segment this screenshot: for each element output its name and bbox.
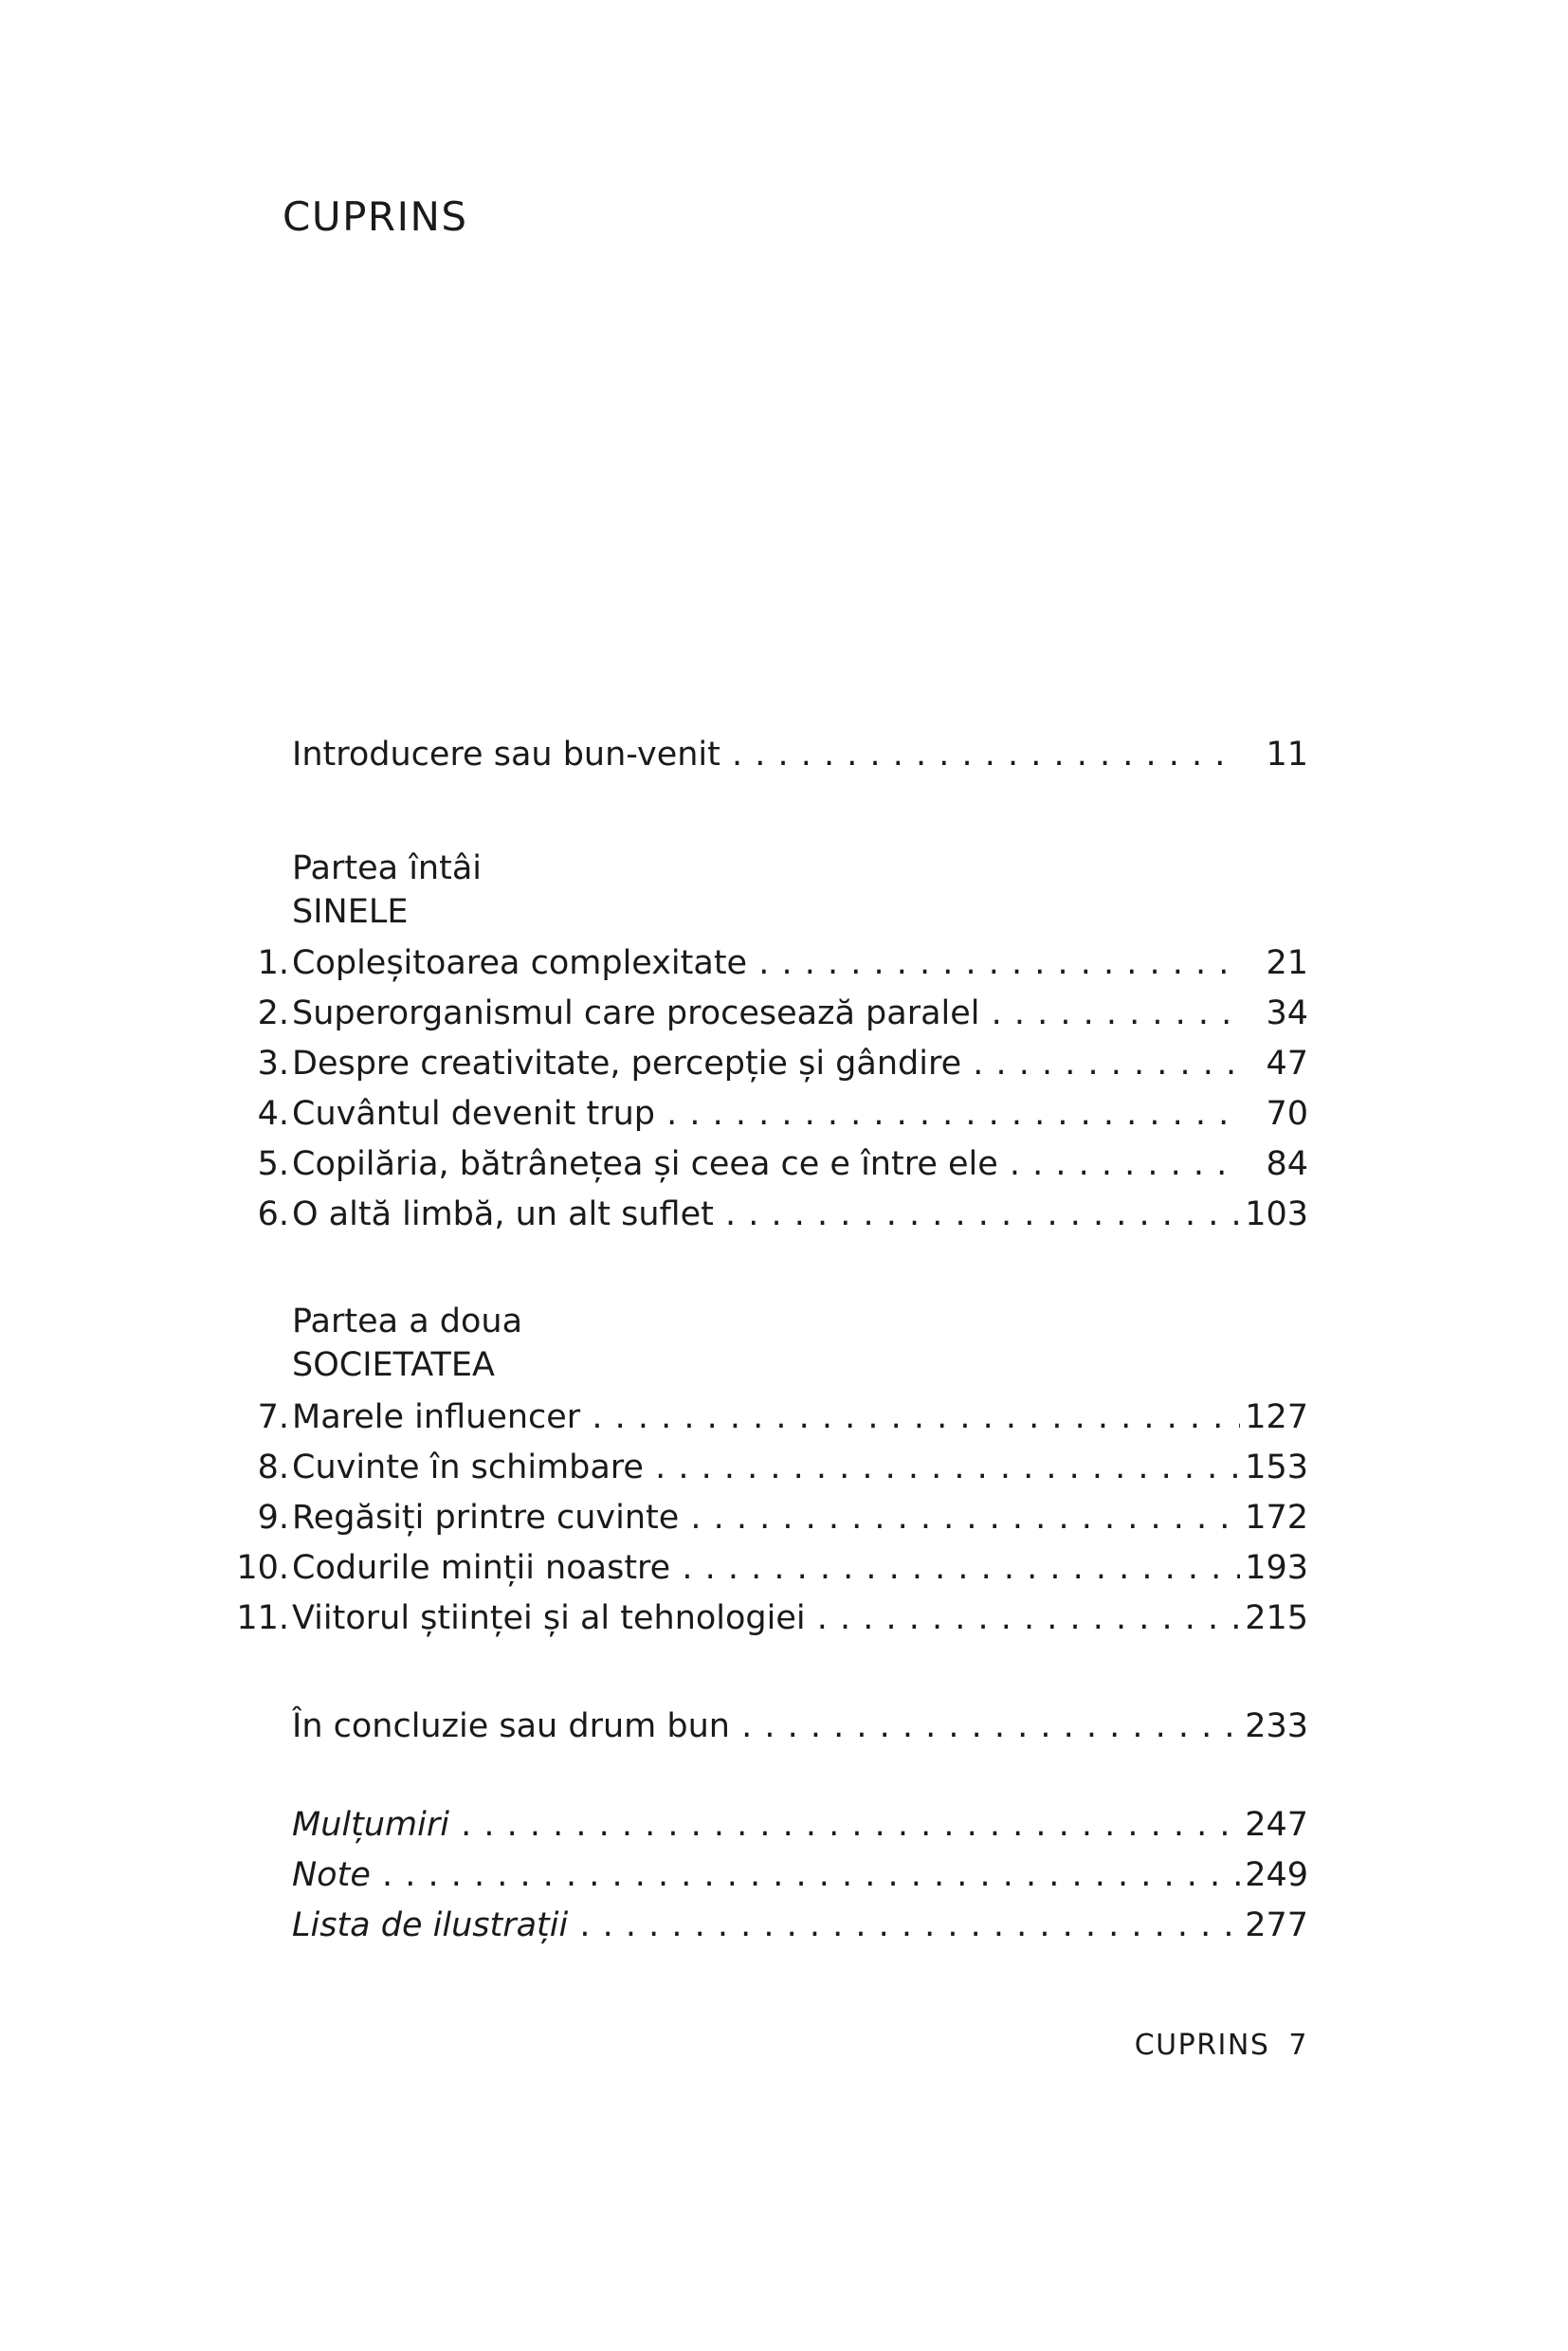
chapter-number: 3. xyxy=(257,1045,289,1083)
chapter-number: 1. xyxy=(257,944,289,982)
chapter-number: 10. xyxy=(236,1549,289,1587)
page-title: CUPRINS xyxy=(283,193,468,240)
toc-entry-chapter-2[interactable] xyxy=(228,992,1308,1035)
toc-entry-conclusion[interactable] xyxy=(228,1704,1308,1748)
toc-entry-chapter-6[interactable] xyxy=(228,1193,1308,1236)
chapter-number: 6. xyxy=(257,1195,289,1233)
toc-entry-chapter-3[interactable] xyxy=(228,1042,1308,1085)
toc-entry-chapter-5[interactable] xyxy=(228,1142,1308,1186)
toc-entry-chapter-1[interactable] xyxy=(228,941,1308,985)
toc-entry-title: Cuvinte în schimbare . . . xyxy=(292,1446,1240,1489)
toc-entry-page: 153 xyxy=(1245,1449,1308,1486)
toc-entry-title: O altă limbă, un alt suflet . . . xyxy=(292,1193,1240,1236)
toc-entry-chapter-11[interactable] xyxy=(228,1596,1308,1640)
running-footer xyxy=(1043,2029,1308,2062)
toc-entry-page: 70 xyxy=(1266,1095,1308,1133)
footer-section: CUPRINS xyxy=(1134,2029,1270,2062)
toc-entry-page: 233 xyxy=(1245,1707,1308,1745)
part-name: SINELE xyxy=(292,893,409,931)
toc-entry-title: Codurile minții noastre . . . xyxy=(292,1546,1240,1590)
toc-entry-page: 172 xyxy=(1245,1499,1308,1537)
toc-entry-page: 47 xyxy=(1266,1045,1308,1083)
toc-entry-chapter-10[interactable] xyxy=(228,1546,1308,1590)
toc-entry-title: Copleșitoarea complexitate . . . xyxy=(292,941,1240,985)
toc-entry-page: 215 xyxy=(1245,1599,1308,1637)
toc-entry-title: Cuvântul devenit trup . . . xyxy=(292,1092,1240,1136)
toc-entry-illustrations[interactable] xyxy=(228,1904,1308,1947)
part-name: SOCIETATEA xyxy=(292,1346,495,1384)
toc-entry-acknowledgements[interactable] xyxy=(228,1803,1308,1847)
table-of-contents xyxy=(228,0,1308,2351)
toc-entry-title: Regăsiți printre cuvinte . . . xyxy=(292,1496,1240,1540)
toc-entry-title: În concluzie sau drum bun . . . xyxy=(292,1704,1240,1748)
toc-entry-page: 247 xyxy=(1245,1806,1308,1844)
toc-entry-page: 84 xyxy=(1266,1145,1308,1183)
toc-entry-title: Introducere sau bun-venit . . . xyxy=(292,733,1240,776)
chapter-number: 9. xyxy=(257,1499,289,1537)
toc-entry-title: Viitorul științei și al tehnologiei . . . xyxy=(292,1596,1240,1640)
toc-entry-page: 34 xyxy=(1266,994,1308,1032)
toc-entry-page: 277 xyxy=(1245,1906,1308,1944)
toc-entry-title: Copilăria, bătrânețea și ceea ce e între ele . . . xyxy=(292,1142,1240,1186)
chapter-number: 4. xyxy=(257,1095,289,1133)
part-label: Partea a doua xyxy=(292,1303,523,1340)
toc-entry-title: Despre creativitate, percepție și gândire . . . xyxy=(292,1042,1240,1085)
footer-page-number: 7 xyxy=(1288,2029,1308,2062)
toc-entry-page: 127 xyxy=(1245,1398,1308,1436)
toc-entry-title: Superorganismul care procesează paralel . . . xyxy=(292,992,1240,1035)
chapter-number: 2. xyxy=(257,994,289,1032)
toc-entry-chapter-7[interactable] xyxy=(228,1395,1308,1439)
toc-entry-page: 11 xyxy=(1266,736,1308,774)
chapter-number: 5. xyxy=(257,1145,289,1183)
toc-entry-page: 249 xyxy=(1245,1856,1308,1894)
chapter-number: 11. xyxy=(236,1599,289,1637)
toc-entry-notes[interactable] xyxy=(228,1853,1308,1897)
toc-entry-title: Mulțumiri . . . xyxy=(292,1803,1240,1847)
part-label: Partea întâi xyxy=(292,849,483,887)
chapter-number: 7. xyxy=(257,1398,289,1436)
toc-entry-page: 21 xyxy=(1266,944,1308,982)
toc-entry-title: Lista de ilustrații . . . xyxy=(292,1904,1240,1947)
chapter-number: 8. xyxy=(257,1449,289,1486)
toc-entry-title: Marele influencer . . . xyxy=(292,1395,1240,1439)
toc-entry-chapter-9[interactable] xyxy=(228,1496,1308,1540)
toc-entry-chapter-8[interactable] xyxy=(228,1446,1308,1489)
toc-entry-title: Note . . . xyxy=(292,1853,1240,1897)
toc-entry-chapter-4[interactable] xyxy=(228,1092,1308,1136)
toc-entry-intro[interactable] xyxy=(228,733,1308,776)
toc-entry-page: 103 xyxy=(1245,1195,1308,1233)
toc-entry-page: 193 xyxy=(1245,1549,1308,1587)
